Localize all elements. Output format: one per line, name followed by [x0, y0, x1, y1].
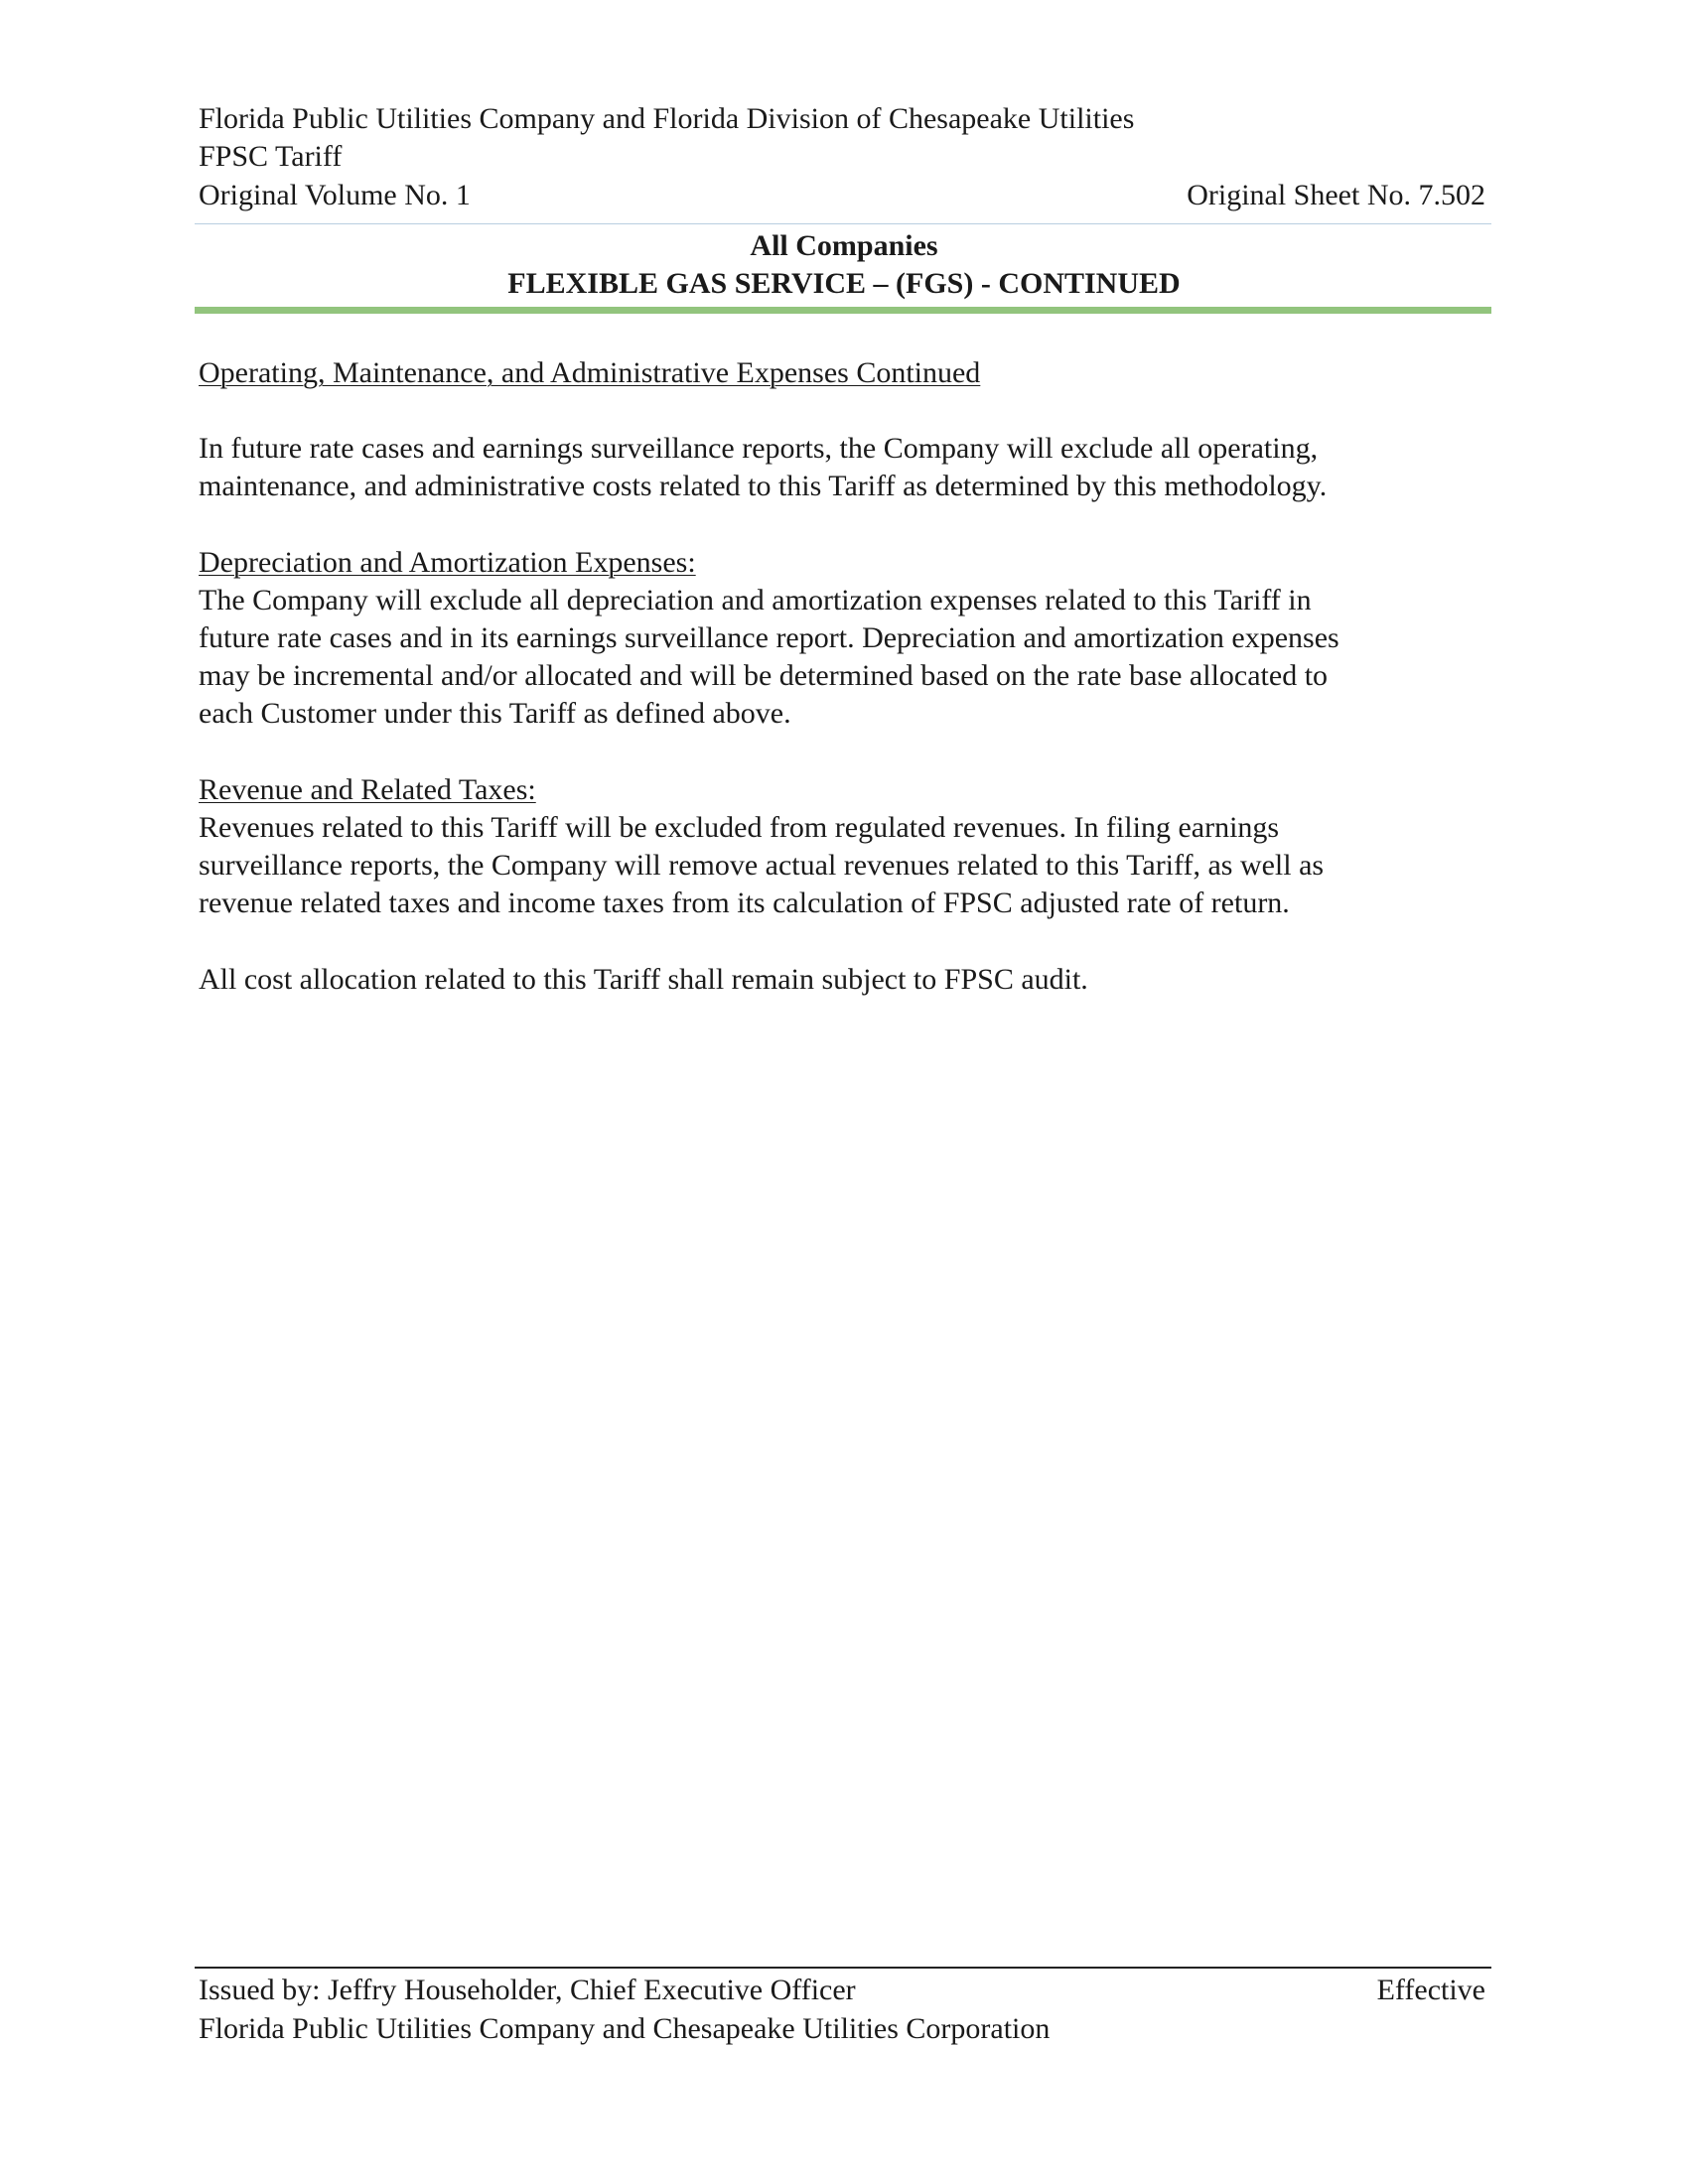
footer-divider	[195, 1967, 1491, 1969]
footer-effective: Effective	[1376, 1974, 1485, 2006]
section-om-text	[199, 430, 1489, 505]
header-volume-line: Original Volume No. 1	[199, 179, 471, 211]
header-tariff-line: FPSC Tariff	[199, 140, 343, 173]
section-audit	[199, 961, 1489, 999]
om-paragraph: In future rate cases and earnings surveillance reports, the Company will exclude all operating, maintenance, and administrative costs related to this Tariff as determined by this methodology.	[199, 432, 1328, 502]
om-heading: Operating, Maintenance, and Administrative Expenses Continued	[199, 356, 981, 389]
section-revenue	[199, 771, 1489, 922]
header-divider	[195, 223, 1491, 224]
section-depreciation	[199, 544, 1489, 733]
depreciation-paragraph: The Company will exclude all depreciation and amortization expenses related to this Tariff in future rate cases and in its earnings surveillance report. Depreciation and amortization expenses may be incremental and/or allocated and will be determined based on the rate base allocated to each Customer under this Tariff as defined above.	[199, 584, 1339, 730]
title-line-1: All Companies	[750, 229, 938, 262]
footer-companies: Florida Public Utilities Company and Chesapeake Utilities Corporation	[199, 2012, 1051, 2045]
revenue-paragraph: Revenues related to this Tariff will be excluded from regulated revenues. In filing earnings surveillance reports, the Company will remove actual revenues related to this Tariff, as well as revenue related taxes and income taxes from its calculation of FPSC adjusted rate of return.	[199, 811, 1325, 919]
header-sheet-number: Original Sheet No. 7.502	[1187, 179, 1485, 211]
footer-issued-by: Issued by: Jeffry Householder, Chief Executive Officer	[199, 1974, 856, 2006]
page-title	[199, 227, 1489, 303]
section-om-expenses	[199, 354, 1489, 392]
audit-paragraph: All cost allocation related to this Tariff shall remain subject to FPSC audit.	[199, 963, 1088, 996]
depreciation-heading: Depreciation and Amortization Expenses:	[199, 546, 696, 579]
tariff-page	[199, 0, 1489, 2184]
header-company-line: Florida Public Utilities Company and Florida Division of Chesapeake Utilities	[199, 102, 1135, 135]
revenue-heading: Revenue and Related Taxes:	[199, 773, 536, 806]
title-line-2: FLEXIBLE GAS SERVICE – (FGS) - CONTINUED	[507, 267, 1181, 300]
title-divider	[195, 307, 1491, 314]
